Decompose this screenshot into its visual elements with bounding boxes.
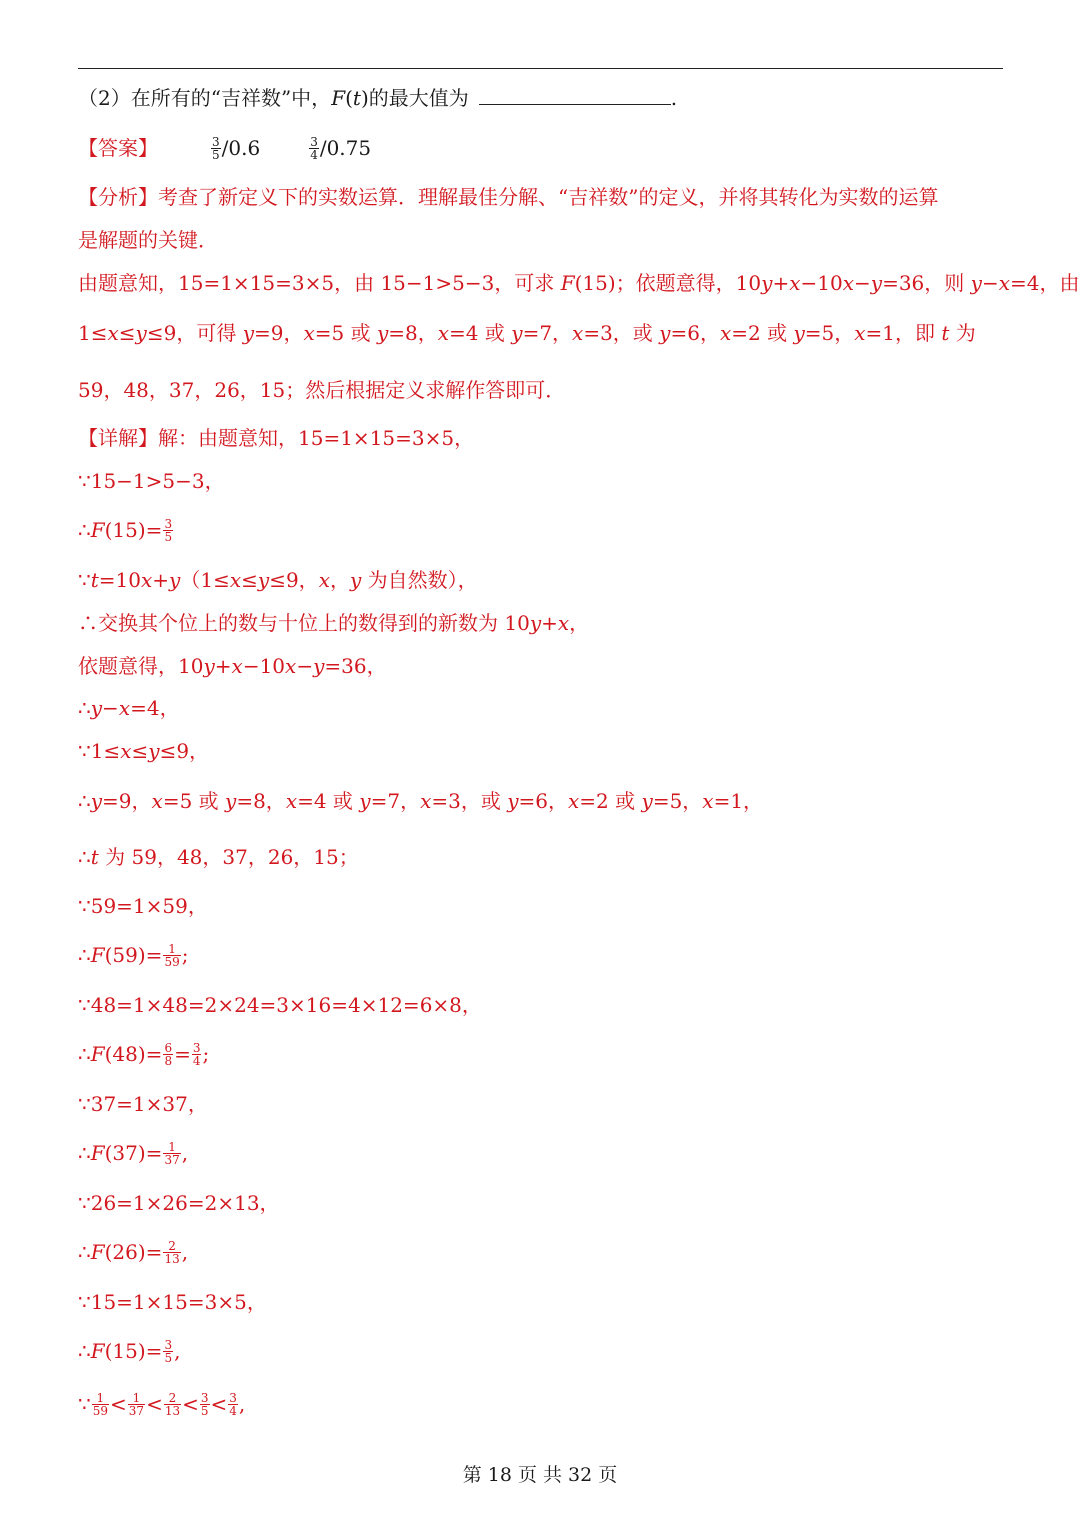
step-line: ∵15−1>5−3， bbox=[78, 469, 225, 493]
detail-line-1 bbox=[78, 424, 474, 452]
step-line: ∴F(26)= $\frac{2}{13}$ , bbox=[78, 1239, 189, 1266]
answer-fraction-1: $\frac{3}{5}$ bbox=[212, 135, 220, 162]
step-line: ∵ $\frac{1}{59}$ < $\frac{1}{37}$ < $\frac{2}{13}$ < $\frac{3}{5}$ < $\frac{3}{4}$ , bbox=[78, 1391, 246, 1418]
step-line: ∴F(15)= $\frac{3}{5}$ , bbox=[78, 1338, 181, 1365]
step-line: ∵37=1×37， bbox=[78, 1092, 208, 1116]
step-line: ∴F(59)= $\frac{1}{59}$ ; bbox=[78, 942, 189, 969]
step-line: ∵48=1×48=2×24=3×16=4×12=6×8， bbox=[78, 993, 482, 1017]
answer-label: 【答案】 bbox=[78, 136, 158, 160]
analysis-text: 考查了新定义下的实数运算．理解最佳分解、“吉祥数”的定义，并将其转化为实数的运算 bbox=[158, 185, 939, 209]
analysis-label: 【分析】 bbox=[78, 185, 158, 209]
page-footer: 第 18 页 共 32 页 bbox=[462, 1464, 618, 1486]
detail-first-text: 解：由题意知，15=1×15=3×5， bbox=[158, 426, 475, 450]
step-line: ∴F(15)= $\frac{3}{5}$ bbox=[78, 517, 173, 544]
step-line: ∵59=1×59， bbox=[78, 894, 208, 918]
step-line: ∴F(48)= $\frac{6}{8}$ = $\frac{3}{4}$ ; bbox=[78, 1041, 210, 1068]
step-line: ∴y−x=4， bbox=[78, 696, 180, 720]
analysis-line-3: 由题意知，15=1×15=3×5，由 15−1>5−3，可求 F(15)；依题意得，10y+x−10x−y=36，则 y−x=4，由 bbox=[78, 271, 1080, 295]
step-line: ∴交换其个位上的数与十位上的数得到的新数为 10y+x， bbox=[78, 611, 590, 635]
header-rule bbox=[78, 68, 1003, 69]
analysis-line-2: 是解题的关键． bbox=[78, 228, 218, 252]
analysis-line-5: 59，48，37，26，15；然后根据定义求解作答即可． bbox=[78, 378, 566, 402]
analysis-line-1 bbox=[78, 183, 938, 211]
step-line: ∵26=1×26=2×13， bbox=[78, 1191, 280, 1215]
answer-decimal-1: /0.6 bbox=[221, 136, 261, 160]
step-line: ∵1≤x≤y≤9， bbox=[78, 739, 210, 763]
answer-blank bbox=[479, 86, 671, 105]
analysis-line-4: 1≤x≤y≤9，可得 y=9，x=5 或 y=8，x=4 或 y=7，x=3，或 y=6，x=2 或 y=5，x=1，即 t 为 bbox=[78, 321, 976, 345]
step-line: ∵15=1×15=3×5， bbox=[78, 1290, 267, 1314]
answer-line bbox=[78, 134, 371, 162]
question-line: （2）在所有的“吉祥数”中，F(t)的最大值为 . bbox=[78, 86, 678, 110]
answer-decimal-2: /0.75 bbox=[319, 136, 372, 160]
question-period: . bbox=[670, 86, 678, 110]
step-line: ∴t 为 59，48，37，26，15； bbox=[78, 845, 359, 869]
question-text: （2）在所有的“吉祥数”中， bbox=[78, 86, 332, 110]
step-line: ∴F(37)= $\frac{1}{37}$ , bbox=[78, 1140, 189, 1167]
step-line: ∴y=9，x=5 或 y=8，x=4 或 y=7，x=3，或 y=6，x=2 或 y=5，x=1， bbox=[78, 789, 764, 813]
step-line: ∵t=10x+y（1≤x≤y≤9，x，y 为自然数）， bbox=[78, 568, 478, 592]
detail-label: 【详解】 bbox=[78, 426, 158, 450]
answer-fraction-2: $\frac{3}{4}$ bbox=[310, 135, 318, 162]
step-line: 依题意得，10y+x−10x−y=36， bbox=[78, 654, 387, 678]
question-text-end: 的最大值为 bbox=[368, 86, 469, 110]
